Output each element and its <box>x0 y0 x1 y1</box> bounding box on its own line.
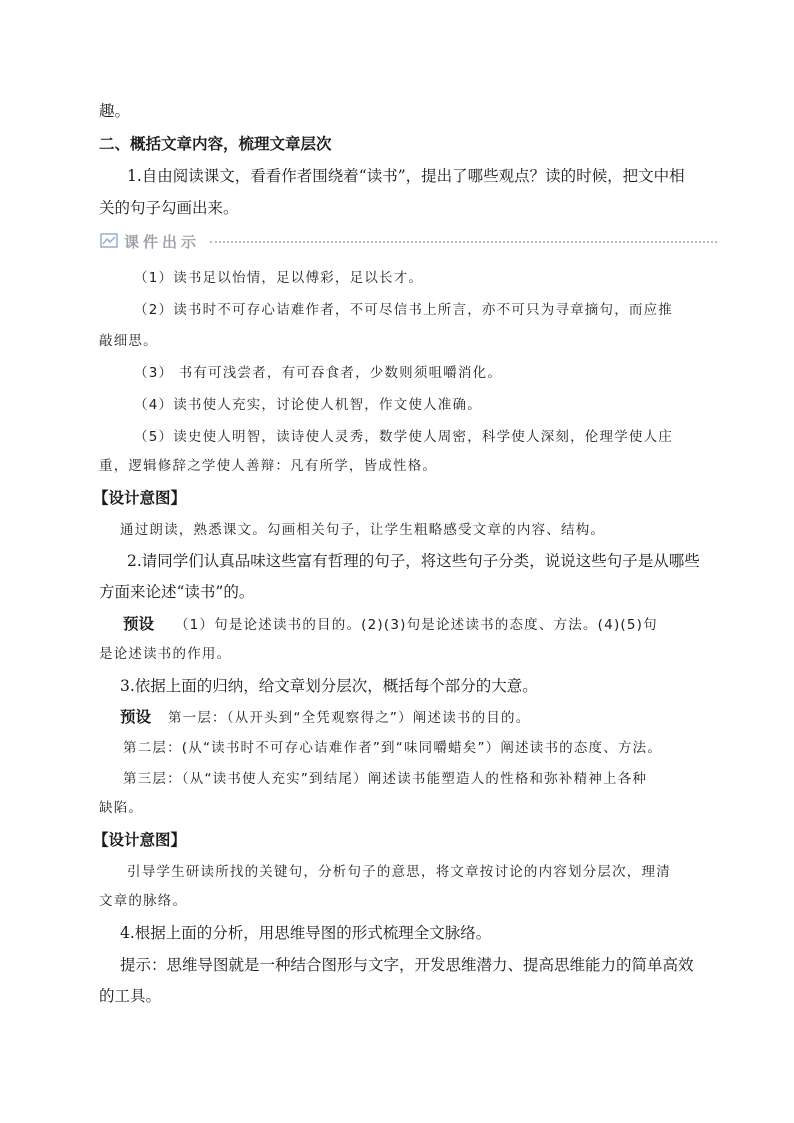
quote-5-cont: 重，逻辑修辞之学使人善辩：凡有所学，皆成性格。 <box>99 458 438 474</box>
quote-3: （3） 书有可浅尝者，有可吞食者，少数则须咀嚼消化。 <box>134 365 503 381</box>
quote-1: （1）读书足以怡情，足以傅彩，足以长才。 <box>134 270 424 286</box>
preset-label: 预设 <box>120 708 152 726</box>
quote-5: （5）读史使人明智，读诗使人灵秀，数学使人周密，科学使人深刻，伦理学使人庄 <box>134 429 673 445</box>
tip-text-cont: 的工具。 <box>99 987 162 1005</box>
quote-2: （2）读书时不可存心诘难作者，不可尽信书上所言，亦不可只为寻章摘句，而应推 <box>134 302 673 318</box>
question-2: 2.请同学们认真品味这些富有哲理的句子，将这些句子分类，说说这些句子是从哪些 <box>127 552 700 570</box>
quote-2-cont: 敲细思。 <box>99 333 158 349</box>
tip-text: 提示：思维导图就是一种结合图形与文字，开发思维潜力、提高思维能力的简单高效 <box>120 956 694 974</box>
layer-3-cont: 缺陷。 <box>99 800 144 816</box>
banner-divider <box>210 241 717 243</box>
section-heading: 二、概括文章内容，梳理文章层次 <box>99 135 332 153</box>
preset-2 <box>120 707 530 728</box>
banner-title: 课件出示 <box>124 233 201 251</box>
design-intent-heading: 【设计意图】 <box>93 489 187 507</box>
text-line: 趣。 <box>99 102 131 120</box>
design-intent-2-cont: 文章的脉络。 <box>99 893 188 909</box>
chart-icon <box>100 233 118 249</box>
layer-3: 第三层：（从“读书使人充实”到结尾）阐述读书能塑造人的性格和弥补精神上各种 <box>123 771 648 787</box>
question-1-cont: 关的句子勾画出来。 <box>99 199 239 217</box>
preset-1-cont: 是论述读书的作用。 <box>99 646 232 662</box>
courseware-banner <box>100 231 717 253</box>
preset-label: 预设 <box>123 615 155 633</box>
question-1: 1.自由阅读课文，看看作者围绕着“读书”，提出了哪些观点？读的时候，把文中相 <box>127 167 685 185</box>
question-2-cont: 方面来论述“读书”的。 <box>99 583 255 601</box>
preset-text: 第一层：（从开头到“全凭观察得之”）阐述读书的目的。 <box>167 710 531 726</box>
question-3: 3.依据上面的归纳，给文章划分层次，概括每个部分的大意。 <box>120 677 538 695</box>
quote-4: （4）读书使人充实，讨论使人机智，作文使人准确。 <box>134 397 482 413</box>
preset-text: （1）句是论述读书的目的。(2)(3)句是论述读书的态度、方法。(4)(5)句 <box>174 617 658 633</box>
design-intent-heading: 【设计意图】 <box>93 831 187 849</box>
question-4: 4.根据上面的分析，用思维导图的形式梳理全文脉络。 <box>120 924 492 942</box>
layer-2: 第二层：(从“读书时不可存心诘难作者”到“味同嚼蜡矣”）阐述读书的态度、方法。 <box>123 740 663 756</box>
design-intent-2: 引导学生研读所找的关键句，分析句子的意思，将文章按讨论的内容划分层次，理清 <box>127 864 671 880</box>
preset-1 <box>123 614 658 635</box>
design-intent-1: 通过朗读，熟悉课文。勾画相关句子，让学生粗略感受文章的内容、结构。 <box>120 522 606 538</box>
